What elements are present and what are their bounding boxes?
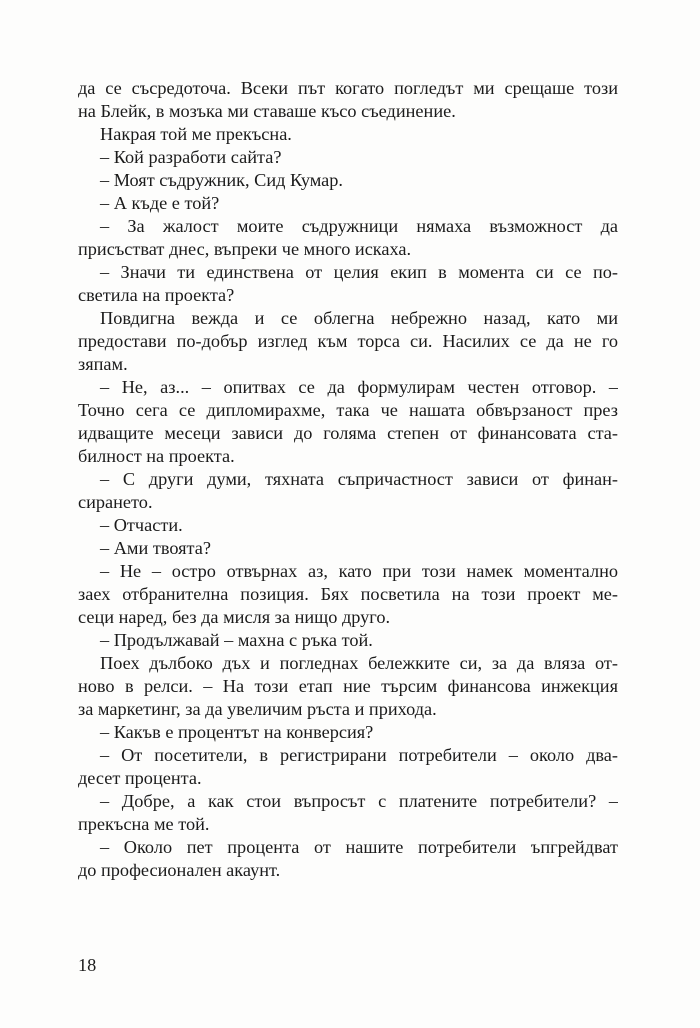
text-line: – Продължавай – махна с ръка той. (100, 630, 373, 650)
text-line: заех отбранителна позиция. Бях посветила на този проект ме- (78, 584, 618, 604)
text-line: – Ами твоята? (100, 538, 211, 558)
text-line: – Не, аз... – опитвах се да формулирам честен отговор. – (100, 377, 618, 397)
text-line: – За жалост моите съдружници нямаха възможност да (100, 216, 618, 236)
text-line: да се съсредоточа. Всеки път когато погледът ми срещаше този (78, 78, 618, 98)
text-line: присъстват днес, въпреки че много искаха. (78, 239, 412, 259)
text-line: – Моят съдружник, Сид Кумар. (100, 170, 343, 190)
text-line: – Кой разработи сайта? (100, 147, 282, 167)
text-line: Накрая той ме прекъсна. (100, 124, 292, 144)
text-line: Поех дълбоко дъх и погледнах бележките си, за да вляза от- (100, 653, 618, 673)
text-line: десет процента. (78, 768, 202, 788)
text-line: на Блейк, в мозъка ми ставаше късо съединение. (78, 101, 456, 121)
text-line: светила на проекта? (78, 285, 235, 305)
text-line: идващите месеци зависи до голяма степен от финансовата ста- (78, 423, 618, 443)
text-line: Точно сега се дипломирахме, така че нашата обвързаност през (78, 400, 618, 420)
text-line: – Значи ти единствена от целия екип в момента си се по- (100, 262, 618, 282)
text-line: – Не – остро отвърнах аз, като при този намек моментално (100, 561, 618, 581)
text-line: – От посетители, в регистрирани потребители – около два- (100, 745, 618, 765)
text-line: за маркетинг, за да увеличим ръста и прихода. (78, 699, 437, 719)
text-line: ново в релси. – На този етап ние търсим финансова инжекция (78, 676, 618, 696)
text-line: сеци наред, без да мисля за нищо друго. (78, 607, 391, 627)
text-line: – А къде е той? (100, 193, 220, 213)
text-line: билност на проекта. (78, 446, 235, 466)
text-line: прекъсна ме той. (78, 814, 210, 834)
text-line: – С други думи, тяхната съпричастност зависи от финан- (100, 469, 618, 489)
text-line: до професионален акаунт. (78, 860, 281, 880)
text-line: Повдигна вежда и се облегна небрежно назад, като ми (100, 308, 618, 328)
text-line: – Добре, а как стои въпросът с платените потребители? – (100, 791, 618, 811)
page-number: 18 (78, 955, 97, 975)
text-line: – Отчасти. (100, 515, 183, 535)
text-line: сирането. (78, 492, 153, 512)
body-text (78, 77, 618, 882)
text-line: предостави по-добър изглед към торса си. Насилих се да не го (78, 331, 618, 351)
text-line: зяпам. (78, 354, 128, 374)
text-line: – Какъв е процентът на конверсия? (100, 722, 374, 742)
text-line: – Около пет процента от нашите потребители ъпгрейдват (100, 837, 618, 857)
